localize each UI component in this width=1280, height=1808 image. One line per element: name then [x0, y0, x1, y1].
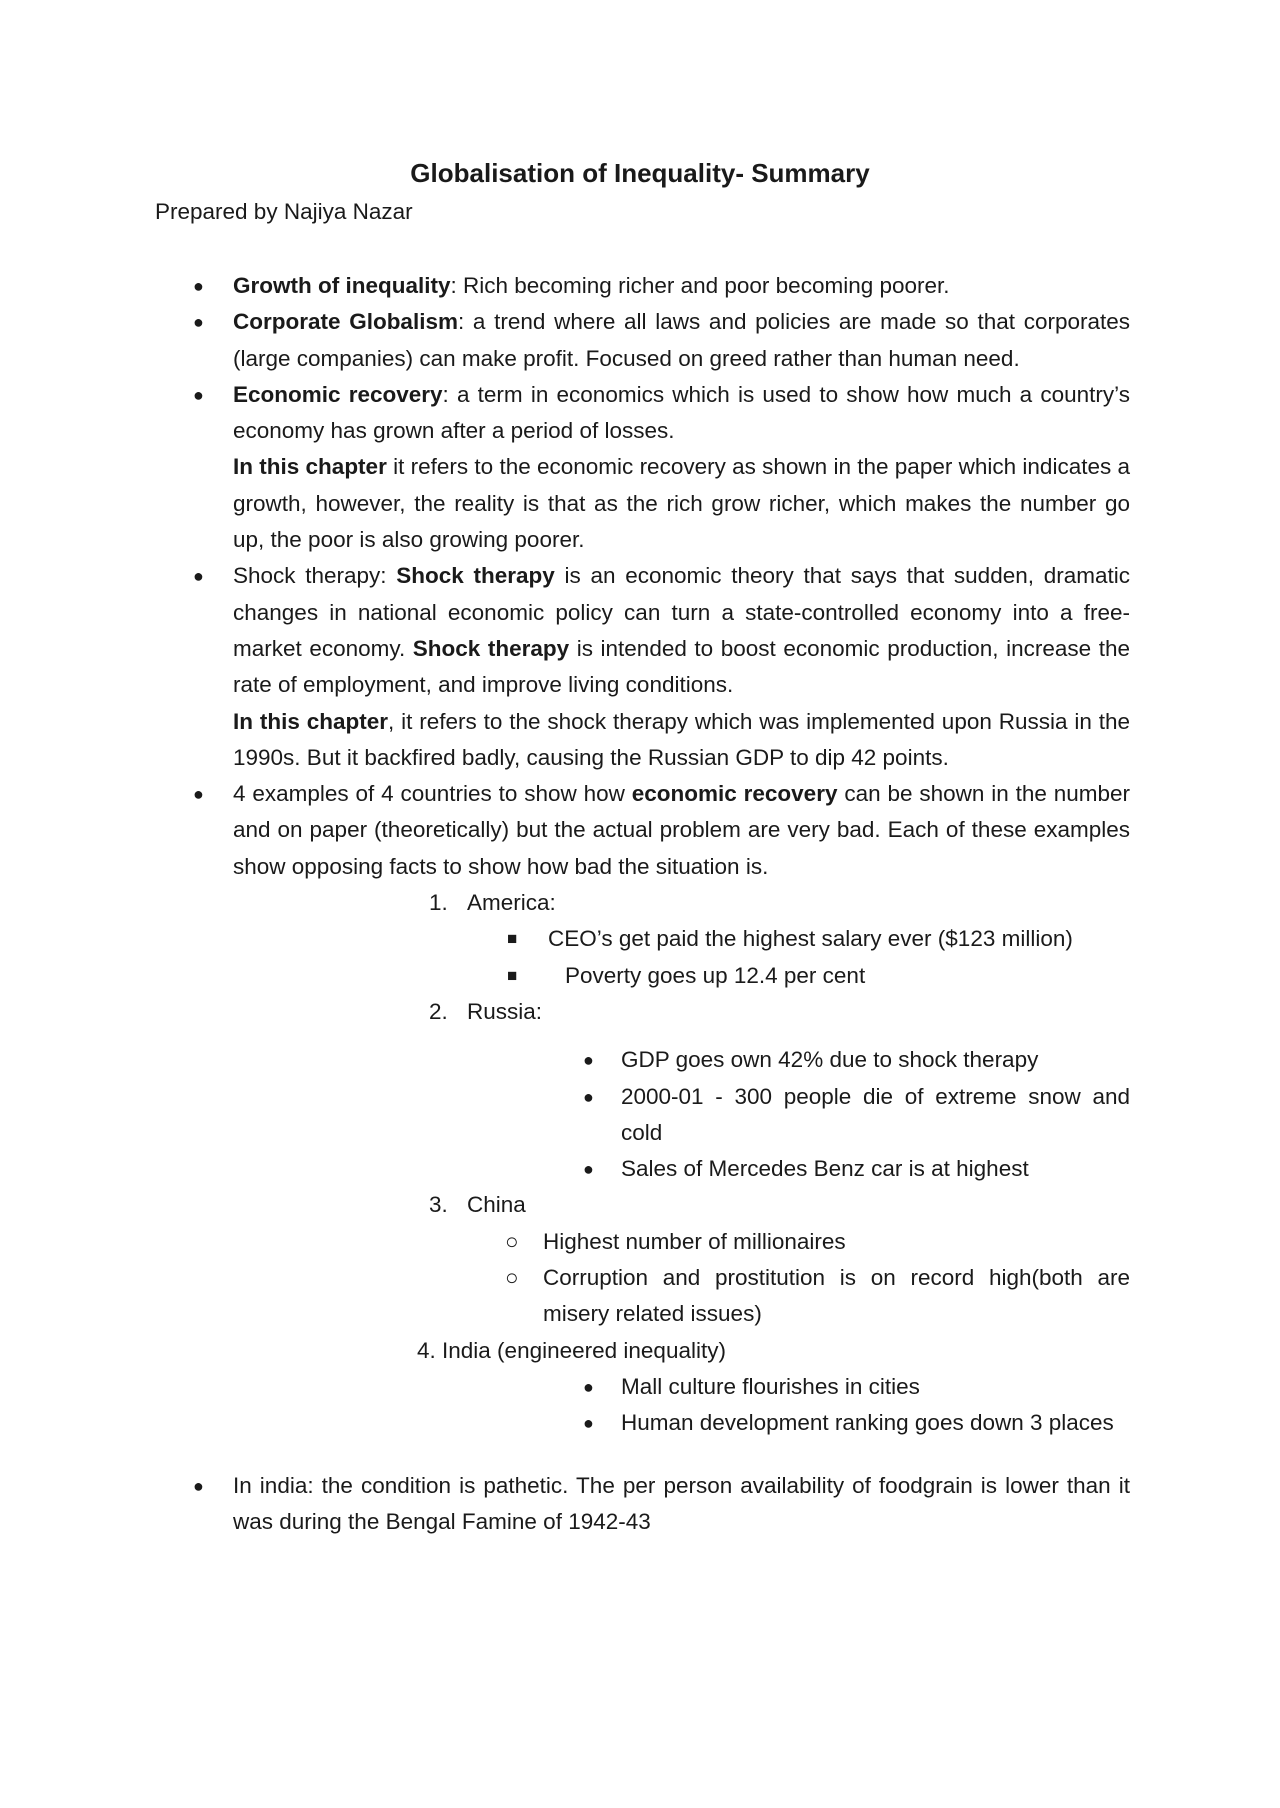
- bullet-marker-icon: ●: [583, 1050, 594, 1071]
- example-russia: [155, 994, 1130, 1030]
- bullet-corporate-globalism: [155, 304, 1130, 377]
- bullet-marker-icon: ●: [193, 276, 204, 296]
- definition-text: : Rich becoming richer and poor becoming poorer.: [450, 273, 950, 298]
- list-item-text: Corruption and prostitution is on record high(both are misery related issues): [543, 1265, 1130, 1327]
- bullet-shock-therapy: [155, 558, 1130, 776]
- example-india: [155, 1333, 1130, 1369]
- term-corporate-globalism: Corporate Globalism: [233, 309, 458, 335]
- bullet-india-condition: [155, 1468, 1130, 1541]
- bullet-marker-icon: ●: [583, 1413, 594, 1434]
- list-item-text: GDP goes own 42% due to shock therapy: [621, 1047, 1039, 1073]
- chapter-note-text: it refers to the economic recovery as shown in the paper which indicates a growth, however, the reality is that as the rich grow richer, which makes the number go up, the poor is also growing poorer.: [233, 454, 1131, 553]
- circle-bullet-icon: ○: [505, 1265, 519, 1291]
- list-item-text: Highest number of millionaires: [543, 1228, 846, 1254]
- list-item: [155, 1369, 1130, 1405]
- author-line: Prepared by Najiya Nazar: [155, 199, 413, 224]
- square-bullet-icon: ■: [507, 965, 518, 985]
- bullet-marker-icon: ●: [583, 1376, 594, 1397]
- list-item: [155, 921, 1130, 957]
- bullet-marker-icon: ●: [193, 784, 204, 805]
- example-america: [155, 885, 1130, 921]
- definition-text-2: is intended to boost economic production, increase the rate of employment, and improve living conditions.: [233, 635, 1130, 698]
- list-item-text: Human development ranking goes down 3 places: [621, 1410, 1114, 1436]
- term-economic-recovery: Economic recovery: [233, 381, 443, 407]
- bullet-marker-icon: ●: [583, 1086, 594, 1107]
- list-item-text: Mall culture flourishes in cities: [621, 1373, 920, 1399]
- bullet-marker-icon: ●: [193, 566, 204, 587]
- list-item: [155, 1260, 1130, 1333]
- country-label: China: [467, 1192, 526, 1218]
- country-label: Russia:: [467, 998, 543, 1024]
- list-item-text: 2000-01 - 300 people die of extreme snow and cold: [621, 1083, 1130, 1145]
- main-bullet-list: [155, 268, 1130, 1540]
- circle-bullet-icon: ○: [505, 1228, 519, 1254]
- spacer: [155, 1442, 1130, 1468]
- term-shock-therapy-2: Shock therapy: [412, 635, 570, 661]
- bullet-marker-icon: ●: [193, 384, 204, 405]
- bullet-growth-of-inequality: [155, 268, 1130, 304]
- term-growth-of-inequality: Growth of inequality: [233, 273, 451, 298]
- bullet-economic-recovery: [155, 377, 1130, 558]
- list-number: 1.: [429, 890, 448, 916]
- examples-list: [155, 885, 1130, 1441]
- india-condition-text: In india: the condition is pathetic. The per person availability of foodgrain is lower than it was during the Bengal Famine of 1942-43: [233, 1472, 1130, 1534]
- bullet-marker-icon: ●: [193, 312, 204, 333]
- square-bullet-icon: ■: [507, 929, 518, 949]
- bullet-four-examples: [155, 776, 1130, 885]
- list-item-text: Sales of Mercedes Benz car is at highest: [621, 1156, 1029, 1182]
- shock-therapy-prefix: Shock therapy:: [233, 563, 397, 589]
- list-item: [155, 1405, 1130, 1441]
- definition-text: is an economic theory that says that sudden, dramatic changes in national economic policy can turn a state-controlled economy into a free-market economy.: [233, 563, 1130, 661]
- in-this-chapter-label: In this chapter: [233, 454, 387, 480]
- term-shock-therapy: Shock therapy: [396, 563, 555, 589]
- bullet-marker-icon: ●: [583, 1159, 594, 1180]
- chapter-note-text: , it refers to the shock therapy which was implemented upon Russia in the 1990s. But it backfired badly, causing the Russian GDP to dip 42 points.: [233, 708, 1130, 770]
- country-label: America:: [467, 890, 556, 916]
- list-item: [155, 1042, 1130, 1078]
- list-item-text: Poverty goes up 12.4 per cent: [565, 962, 866, 988]
- examples-prefix: 4 examples of 4 countries to show how: [233, 781, 632, 807]
- definition-text: : a trend where all laws and policies are made so that corporates (large companies) can make profit. Focused on greed rather than human need.: [233, 309, 1131, 371]
- list-item: [155, 1079, 1130, 1152]
- example-china: [155, 1187, 1130, 1223]
- country-label: 4. India (engineered inequality): [417, 1337, 726, 1363]
- bullet-marker-icon: ●: [193, 1475, 204, 1496]
- list-item: [155, 1151, 1130, 1187]
- list-number: 2.: [429, 998, 448, 1024]
- examples-text: can be shown in the number and on paper (theoretically) but the actual problem are very bad. Each of these examples show opposing facts to show how bad the situation is.: [233, 781, 1130, 879]
- in-this-chapter-label: In this chapter: [233, 708, 388, 734]
- list-item-text: CEO’s get paid the highest salary ever ($123 million): [548, 926, 1073, 952]
- term-economic-recovery-2: economic recovery: [631, 781, 838, 807]
- list-item: [155, 958, 1130, 994]
- document-title: Globalisation of Inequality- Summary: [410, 158, 870, 188]
- definition-text: : a term in economics which is used to show how much a country’s economy has grown after a period of losses.: [233, 381, 1130, 444]
- list-number: 3.: [429, 1192, 448, 1218]
- list-item: [155, 1224, 1130, 1260]
